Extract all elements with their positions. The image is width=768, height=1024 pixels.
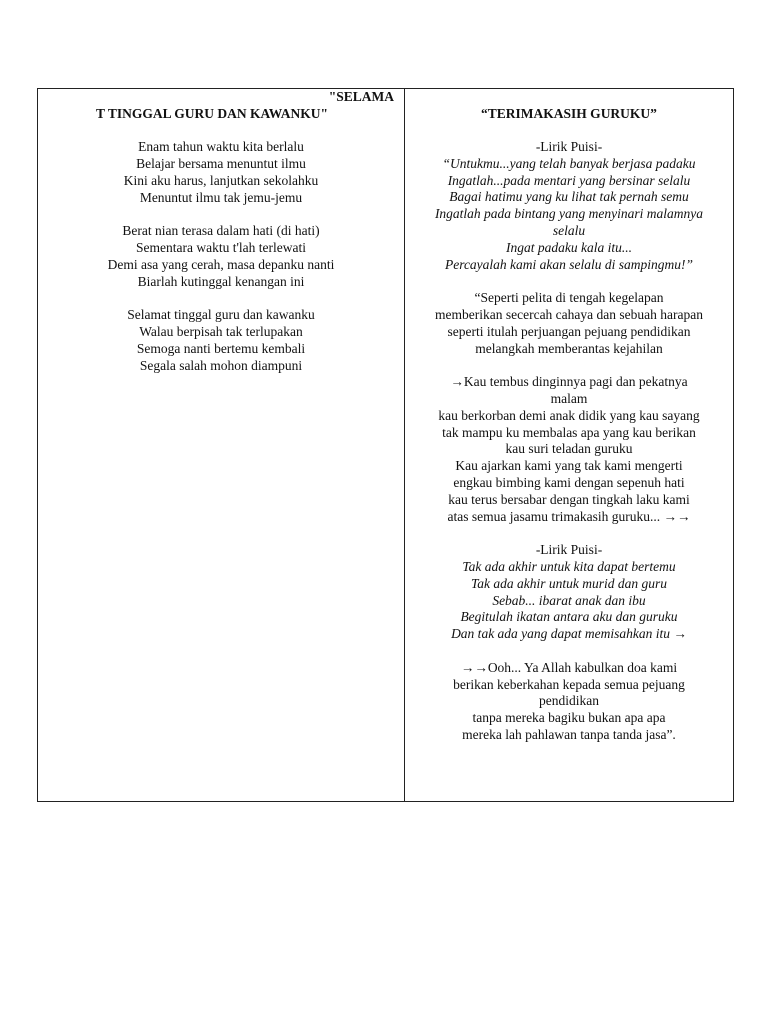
paragraph-3 <box>405 660 733 744</box>
poem-line: Ingat padaku kala itu... <box>506 239 632 255</box>
poem-line: berikan keberkahan kepada semua pejuang <box>453 676 685 692</box>
poem-line: tanpa mereka bagiku bukan apa apa <box>472 710 666 726</box>
poem-line: melangkah memberantas kejahilan <box>475 340 663 356</box>
left-title-part1: "SELAMA <box>328 89 394 104</box>
left-stanza-2 <box>38 223 404 290</box>
poem-line: seperti itulah perjuangan pejuang pendidikan <box>447 323 691 339</box>
poem-line: Kau ajarkan kami yang tak kami mengerti <box>455 458 683 474</box>
poem-line: selalu <box>552 223 586 239</box>
poem-line: Demi asa yang cerah, masa depanku nanti <box>107 256 335 272</box>
poem-line: memberikan secercah cahaya dan sebuah harapan <box>435 307 703 323</box>
poem-line: Ingatlah pada bintang yang menyinari malamnya <box>434 206 704 222</box>
poem-line: Walau berpisah tak terlupakan <box>139 324 303 340</box>
poem-line: kau suri teladan guruku <box>505 441 633 457</box>
poem-line: Biarlah kutinggal kenangan ini <box>137 273 305 289</box>
left-column <box>38 89 404 375</box>
poem-line: Percayalah kami akan selalu di sampingmu!” <box>444 256 694 272</box>
right-column <box>405 89 733 744</box>
poem-line: Belajar bersama menuntut ilmu <box>136 156 306 172</box>
poem-line: Ingatlah...pada mentari yang bersinar selalu <box>447 172 691 188</box>
poem-line: kau terus bersabar dengan tingkah laku kami <box>448 491 690 507</box>
poem-line: Selamat tinggal guru dan kawanku <box>127 307 315 323</box>
left-title-part2: T TINGGAL GURU DAN KAWANKU" <box>95 105 329 121</box>
poem-line: Sementara waktu t'lah terlewati <box>136 240 306 256</box>
poem-line: “Seperti pelita di tengah kegelapan <box>474 290 664 306</box>
lirik-heading: -Lirik Puisi- <box>535 139 603 155</box>
poem-line: Berat nian terasa dalam hati (di hati) <box>122 223 320 239</box>
poem-line: Tak ada akhir untuk kita dapat bertemu <box>462 559 676 575</box>
lirik-puisi-1 <box>405 156 733 274</box>
paragraph-1 <box>405 290 733 357</box>
poem-line: →→Ooh... Ya Allah kabulkan doa kami <box>460 659 678 675</box>
right-title: “TERIMAKASIH GURUKU” <box>481 105 657 121</box>
poem-line: Begitulah ikatan antara aku dan guruku <box>460 609 678 625</box>
poem-line: Sebab... ibarat anak dan ibu <box>492 592 646 608</box>
left-stanza-1 <box>38 139 404 206</box>
poem-line: atas semua jasamu trimakasih guruku... →→ <box>447 508 691 524</box>
poem-line: tak mampu ku membalas apa yang kau berikan <box>442 424 696 440</box>
lirik-puisi-2 <box>405 559 733 643</box>
poem-line: Menuntut ilmu tak jemu-jemu <box>139 189 303 205</box>
poem-line: Tak ada akhir untuk murid dan guru <box>470 575 667 591</box>
poem-line: engkau bimbing kami dengan sepenuh hati <box>453 475 685 491</box>
paragraph-2 <box>405 374 733 525</box>
poem-line: kau berkorban demi anak didik yang kau sayang <box>438 407 700 423</box>
poem-line: pendidikan <box>539 693 599 709</box>
poem-line: malam <box>550 391 588 407</box>
poem-line: Bagai hatimu yang ku lihat tak pernah semu <box>449 189 689 205</box>
poem-line: Kini aku harus, lanjutkan sekolahku <box>123 172 319 188</box>
poem-line: mereka lah pahlawan tanpa tanda jasa”. <box>462 726 676 742</box>
poem-line: Segala salah mohon diampuni <box>139 357 303 373</box>
poem-line: “Untukmu...yang telah banyak berjasa padaku <box>442 155 696 171</box>
poem-line: →Kau tembus dinginnya pagi dan pekatnya <box>450 374 688 390</box>
poem-line: Enam tahun waktu kita berlalu <box>138 139 304 155</box>
lirik-heading: -Lirik Puisi- <box>535 542 603 558</box>
poem-line: Dan tak ada yang dapat memisahkan itu → <box>451 626 687 642</box>
left-stanza-3 <box>38 307 404 374</box>
poem-line: Semoga nanti bertemu kembali <box>136 340 306 356</box>
